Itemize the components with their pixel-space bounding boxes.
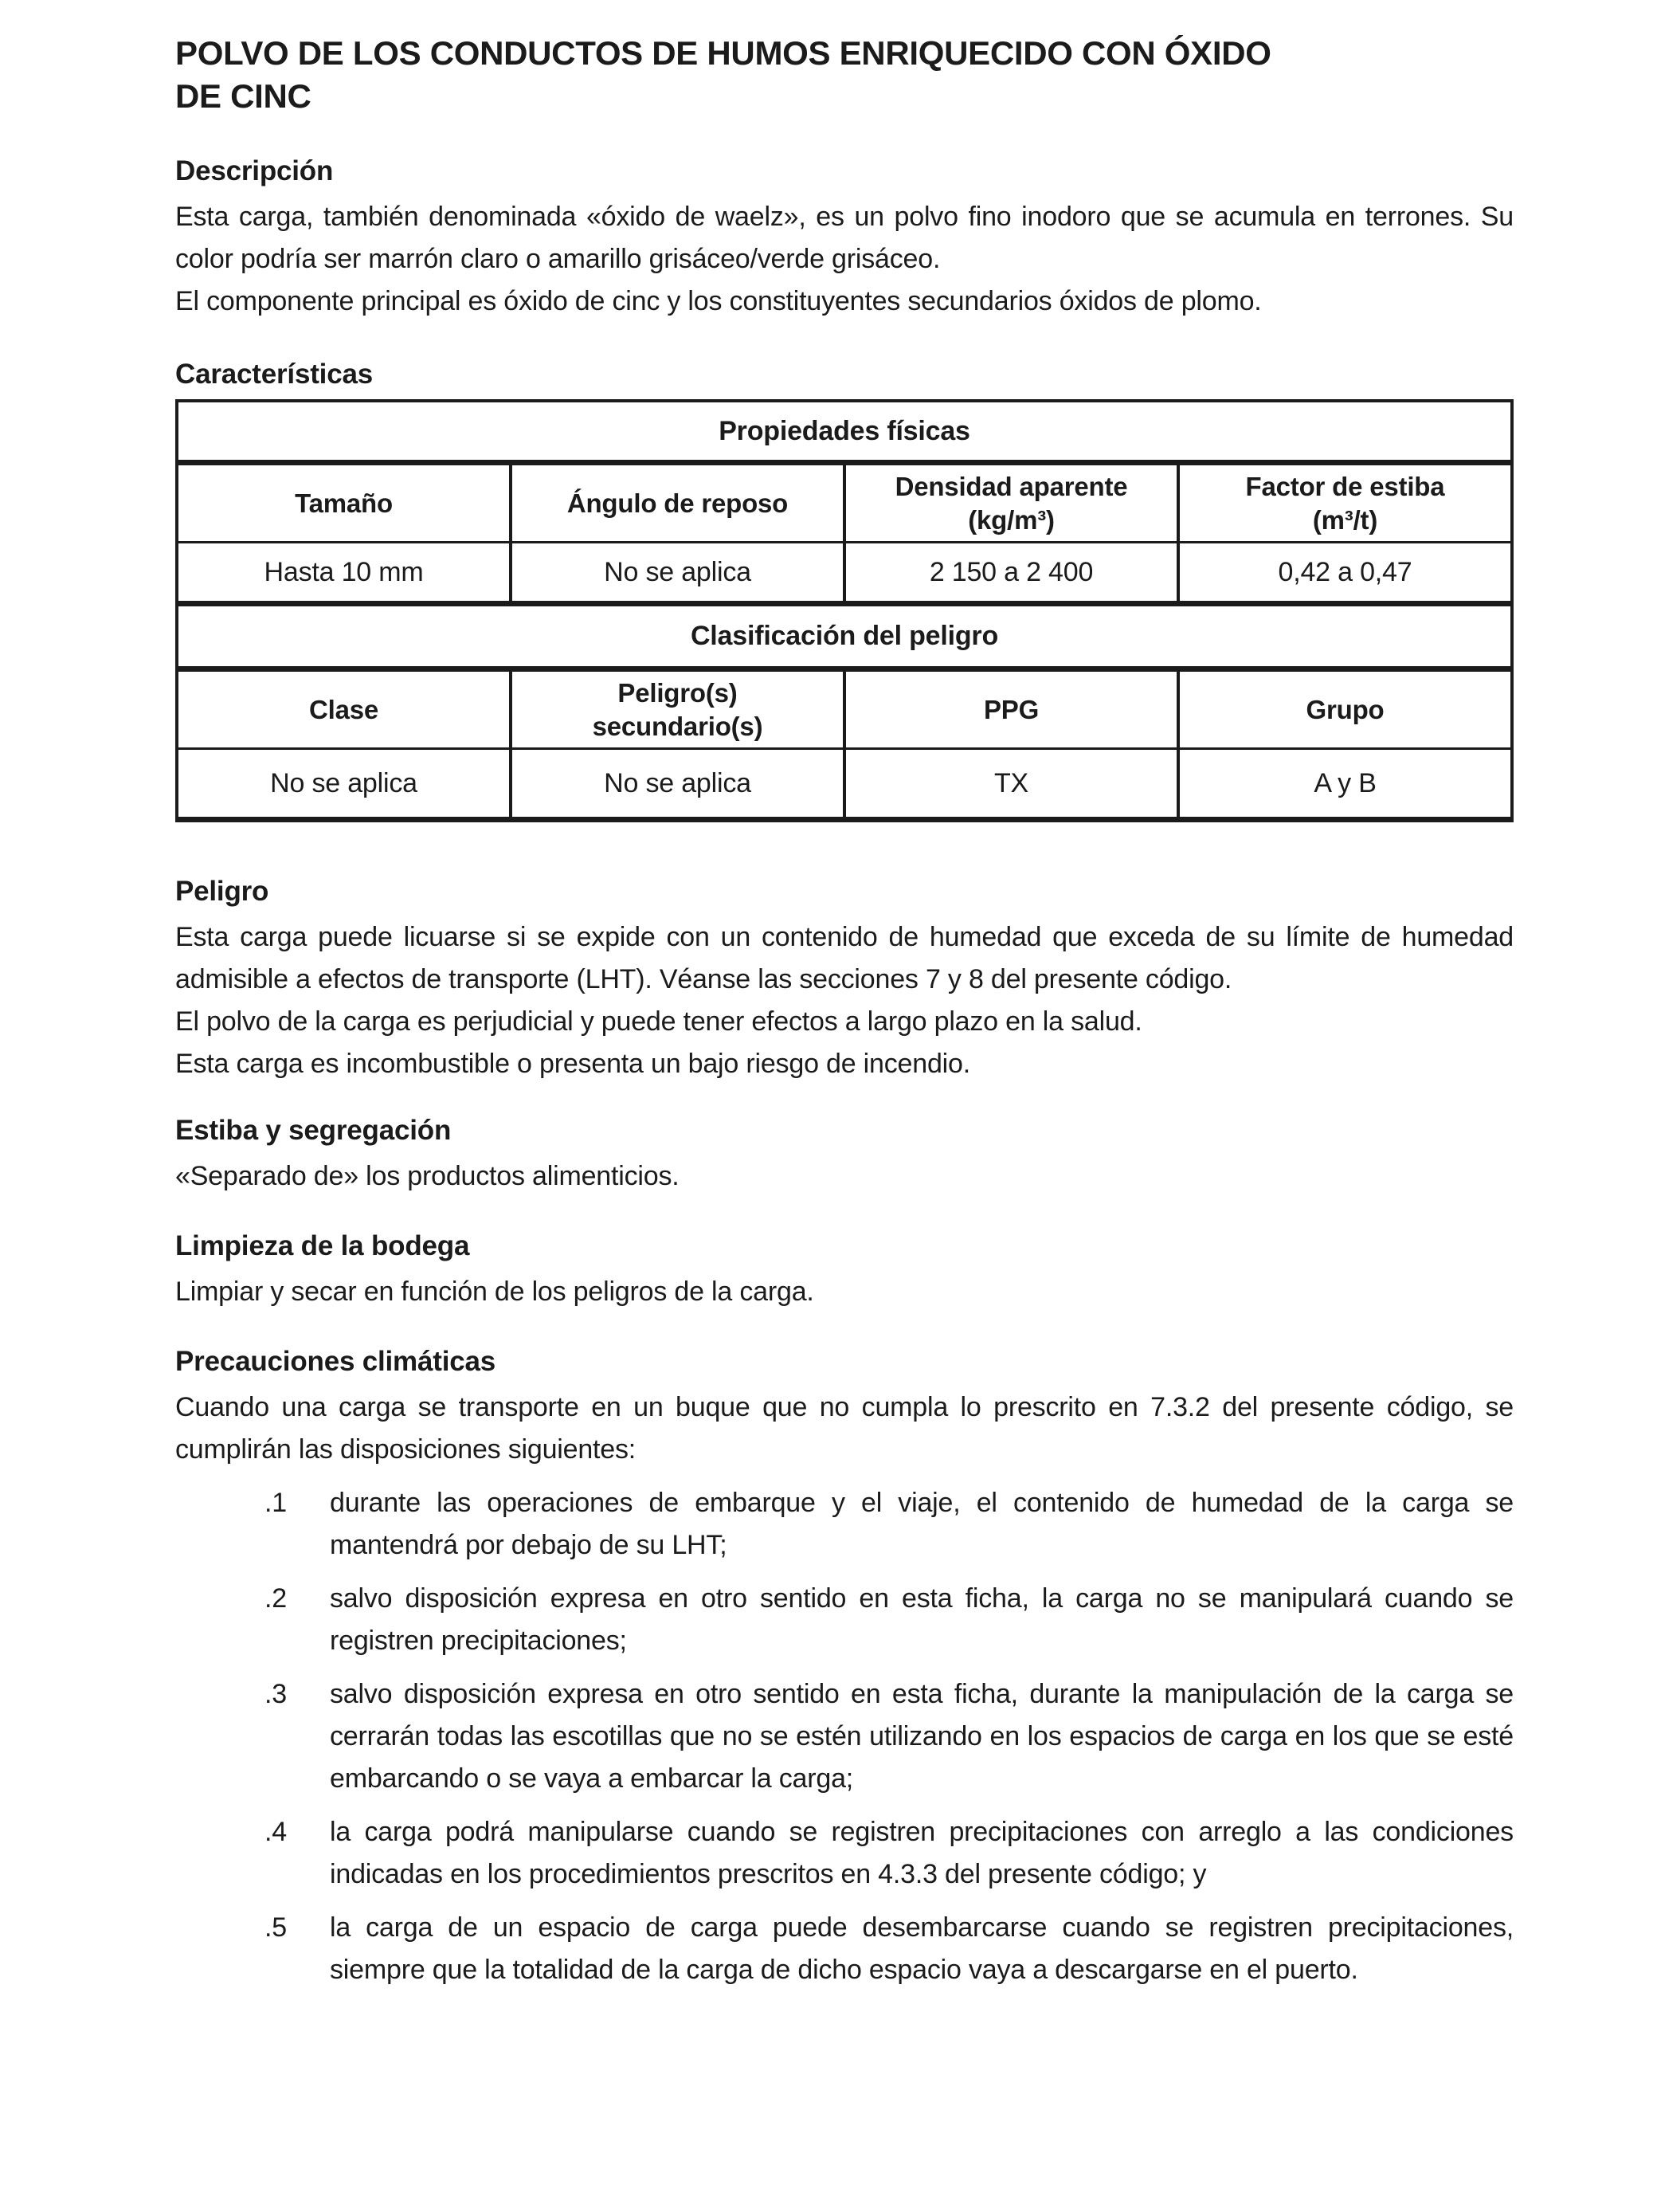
physical-properties-column-headers (177, 463, 1512, 543)
col-header-densidad-label: Densidad aparente (895, 471, 1128, 501)
col-header-tamano-label: Tamaño (295, 488, 393, 518)
col-header-peligro-secundario (511, 669, 844, 749)
col-header-densidad-sub: (kg/m³) (968, 504, 1055, 535)
hazard-classification-header: Clasificación del peligro (177, 604, 1512, 669)
list-item-5-text: la carga de un espacio de carga puede desembarcarse cuando se registren precipitaciones, siempre que la totalidad de la carga de dicho espacio vaya a descargarse en el puerto. (330, 1912, 1514, 1985)
list-item-2-text: salvo disposición expresa en otro sentido en esta ficha, la carga no se manipulará cuando se registren precipitaciones; (330, 1583, 1514, 1656)
col-header-ppg (844, 669, 1178, 749)
col-header-ppg-label: PPG (983, 694, 1040, 724)
value-angulo-reposo: No se aplica (511, 543, 844, 604)
list-item-1-number: .1 (264, 1488, 287, 1518)
value-ppg: TX (844, 749, 1178, 820)
col-header-factor-estiba (1178, 463, 1512, 543)
col-header-clase (177, 669, 511, 749)
physical-properties-header: Propiedades físicas (177, 401, 1512, 463)
section-heading-peligro: Peligro (175, 876, 269, 907)
col-header-angulo-reposo (511, 463, 844, 543)
col-header-factor-label: Factor de estiba (1245, 471, 1445, 501)
descripcion-paragraph-2: El componente principal es óxido de cinc y los constituyentes secundarios óxidos de plomo. (175, 286, 1262, 316)
list-item-3-number: .3 (264, 1679, 287, 1709)
section-heading-limpieza: Limpieza de la bodega (175, 1230, 470, 1261)
value-factor-estiba: 0,42 a 0,47 (1178, 543, 1512, 604)
value-tamano: Hasta 10 mm (177, 543, 511, 604)
col-header-peligro-sec-sub: secundario(s) (592, 711, 763, 741)
list-item-3 (175, 1673, 1514, 1800)
list-item-4-text: la carga podrá manipularse cuando se registren precipitaciones con arreglo a las condiciones indicadas en los procedimientos prescritos en 4.3.3 del presente código; y (330, 1817, 1514, 1889)
section-heading-descripcion: Descripción (175, 155, 334, 186)
estiba-paragraph-1: «Separado de» los productos alimenticios. (175, 1161, 680, 1191)
limpieza-paragraph-1: Limpiar y secar en función de los peligros de la carga. (175, 1277, 814, 1307)
physical-properties-header-row (177, 401, 1512, 463)
col-header-angulo-label: Ángulo de reposo (566, 488, 789, 518)
page-content (175, 32, 1514, 2002)
list-item-1-text: durante las operaciones de embarque y el viaje, el contenido de humedad de la carga se mantendrá por debajo de su LHT; (330, 1488, 1514, 1560)
value-peligro-secundario: No se aplica (511, 749, 844, 820)
list-item-5 (175, 1907, 1514, 1991)
list-item-5-number: .5 (264, 1912, 287, 1943)
col-header-tamano (177, 463, 511, 543)
characteristics-table (175, 399, 1514, 822)
physical-properties-values-row (177, 543, 1512, 604)
peligro-paragraph-1: Esta carga puede licuarse si se expide con un contenido de humedad que exceda de su límite de humedad admisible a efectos de transporte (LHT). Véanse las secciones 7 y 8 del presente código. (175, 922, 1514, 994)
precauciones-intro: Cuando una carga se transporte en un buque que no cumpla lo prescrito en 7.3.2 del presente código, se cumplirán las disposiciones siguientes: (175, 1392, 1514, 1465)
weather-precautions-list (175, 1482, 1514, 1991)
col-header-grupo-label: Grupo (1306, 694, 1385, 724)
value-clase: No se aplica (270, 767, 417, 798)
list-item-2-number: .2 (264, 1583, 287, 1614)
col-header-peligro-sec-label: Peligro(s) (617, 677, 738, 708)
list-item-2 (175, 1578, 1514, 1662)
col-header-densidad-aparente (844, 463, 1178, 543)
section-heading-precauciones: Precauciones climáticas (175, 1346, 496, 1377)
peligro-paragraph-3: Esta carga es incombustible o presenta un bajo riesgo de incendio. (175, 1049, 970, 1079)
col-header-grupo (1178, 669, 1512, 749)
value-grupo: A y B (1178, 749, 1512, 820)
value-densidad-aparente: 2 150 a 2 400 (844, 543, 1178, 604)
list-item-4 (175, 1811, 1514, 1896)
page-title-line2: DE CINC (175, 77, 311, 115)
list-item-1 (175, 1482, 1514, 1567)
col-header-factor-sub: (m³/t) (1312, 504, 1378, 535)
hazard-classification-column-headers (177, 669, 1512, 749)
hazard-classification-values-row (177, 749, 1512, 820)
col-header-clase-label: Clase (308, 694, 379, 724)
list-item-4-number: .4 (264, 1817, 287, 1847)
page-title-line1: POLVO DE LOS CONDUCTOS DE HUMOS ENRIQUECIDO CON ÓXIDO (175, 34, 1271, 72)
section-heading-estiba: Estiba y segregación (175, 1115, 452, 1146)
hazard-classification-header-row (177, 604, 1512, 669)
peligro-paragraph-2: El polvo de la carga es perjudicial y puede tener efectos a largo plazo en la salud. (175, 1006, 1142, 1037)
section-heading-caracteristicas: Características (175, 359, 373, 390)
page-title (175, 32, 1514, 118)
list-item-3-text: salvo disposición expresa en otro sentido en esta ficha, durante la manipulación de la carga se cerrarán todas las escotillas que no se estén utilizando en los espacios de carga en los que se esté embarcando o se vaya a embarcar la carga; (330, 1679, 1514, 1794)
descripcion-paragraph-1: Esta carga, también denominada «óxido de waelz», es un polvo fino inodoro que se acumula en terrones. Su color podría ser marrón claro o amarillo grisáceo/verde grisáceo. (175, 202, 1514, 274)
